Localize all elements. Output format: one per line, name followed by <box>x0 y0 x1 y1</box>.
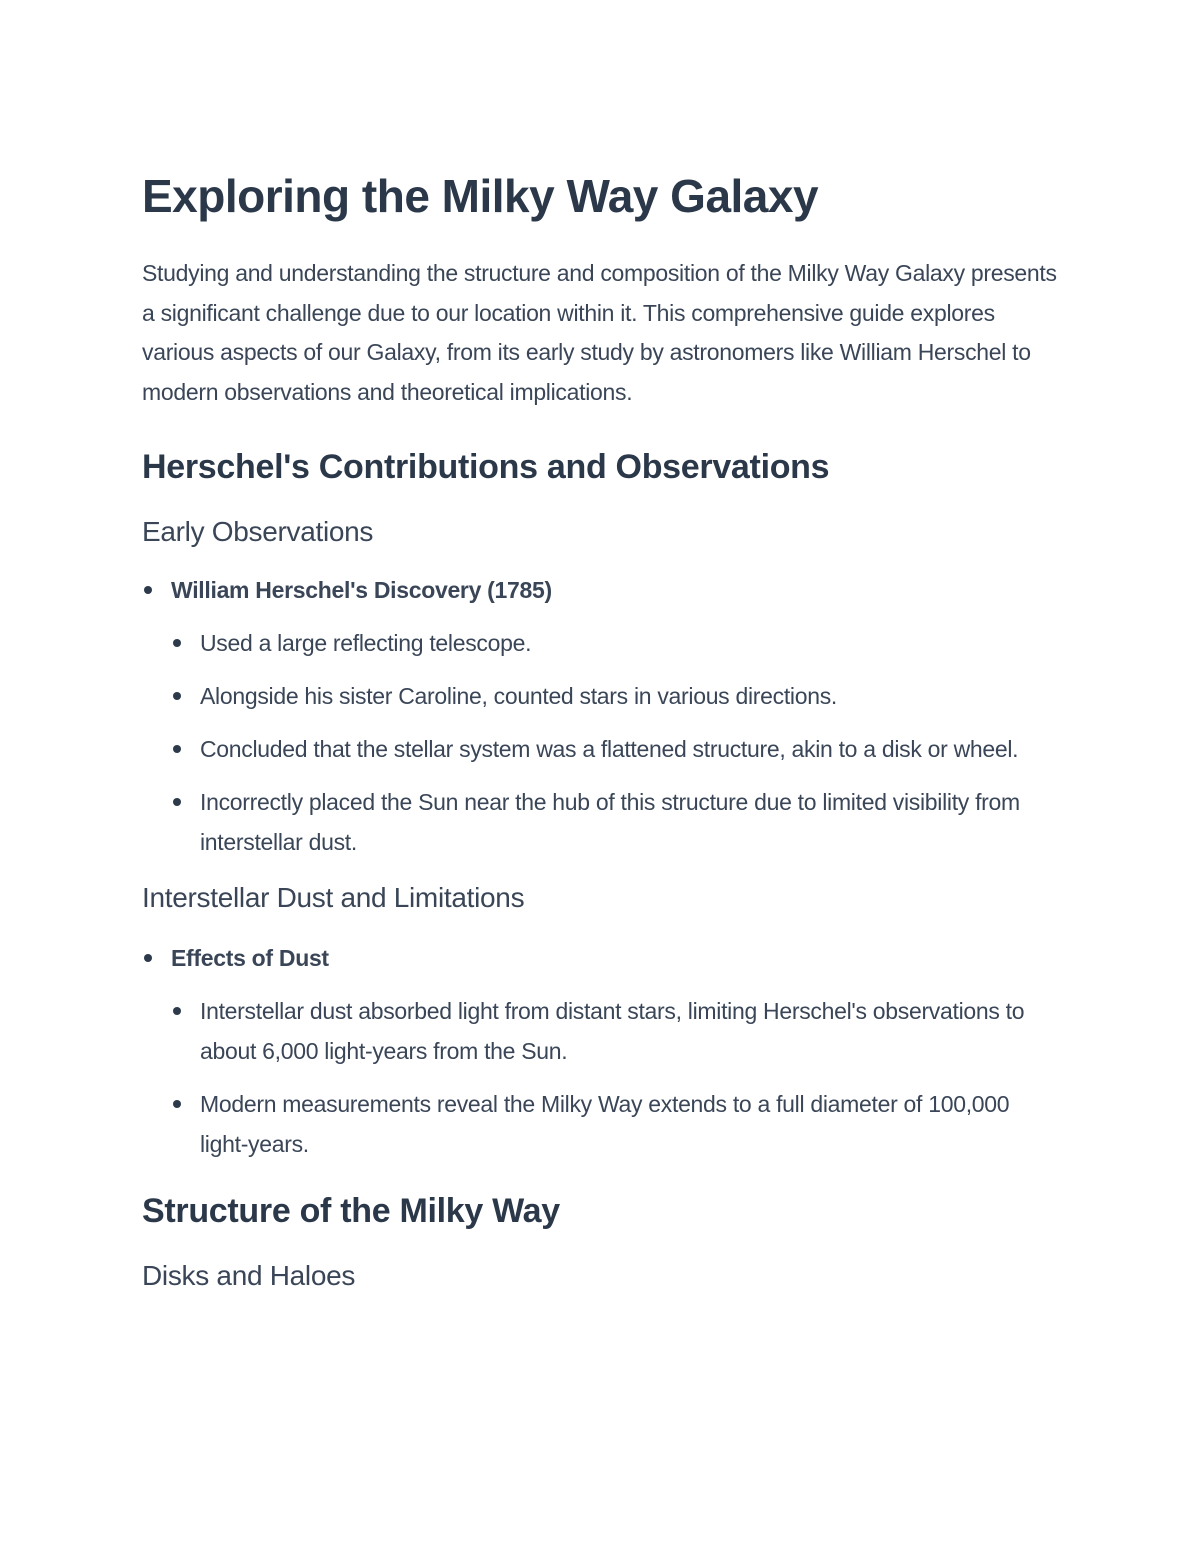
list-point: Concluded that the stellar system was a flattened structure, akin to a disk or wheel. <box>200 736 1019 762</box>
list-point: Interstellar dust absorbed light from distant stars, limiting Herschel's observations to about 6,000 light-years from the Sun. <box>200 998 1025 1064</box>
list-item <box>142 570 1062 610</box>
subsection-heading-early-observations: Early Observations <box>142 516 374 547</box>
list-item <box>142 782 1062 862</box>
bullet-icon <box>144 954 152 962</box>
subsection-heading-interstellar-dust: Interstellar Dust and Limitations <box>142 882 525 913</box>
section-heading-structure: Structure of the Milky Way <box>142 1192 560 1230</box>
list-topic: Effects of Dust <box>171 945 329 971</box>
list-item <box>142 1084 1062 1164</box>
page-title: Exploring the Milky Way Galaxy <box>142 170 819 222</box>
list-item <box>142 623 1062 663</box>
list-item <box>142 938 1062 978</box>
bullet-icon <box>173 1007 181 1015</box>
list-item <box>142 991 1062 1071</box>
intro-paragraph: Studying and understanding the structure and composition of the Milky Way Galaxy presents a significant challenge due to our location within it. This comprehensive guide explores various aspects of our Galaxy, from its early study by astronomers like William Herschel to modern observations and theoretical implications. <box>142 260 1057 405</box>
list-point: Modern measurements reveal the Milky Way extends to a full diameter of 100,000 light-years. <box>200 1091 1010 1157</box>
list-point: Alongside his sister Caroline, counted stars in various directions. <box>200 683 837 709</box>
bullet-icon <box>144 586 152 594</box>
list-point: Used a large reflecting telescope. <box>200 630 532 656</box>
section-heading-herschel: Herschel's Contributions and Observations <box>142 448 830 486</box>
bullet-icon <box>173 1100 181 1108</box>
early-observations-list <box>142 570 1062 862</box>
list-item <box>142 729 1062 769</box>
bullet-icon <box>173 745 181 753</box>
list-item <box>142 676 1062 716</box>
document-page <box>142 168 1062 1294</box>
bullet-icon <box>173 798 181 806</box>
subsection-heading-disks-haloes: Disks and Haloes <box>142 1260 356 1291</box>
bullet-icon <box>173 692 181 700</box>
list-topic: William Herschel's Discovery (1785) <box>171 577 552 603</box>
interstellar-dust-list <box>142 938 1062 1164</box>
bullet-icon <box>173 639 181 647</box>
list-point: Incorrectly placed the Sun near the hub of this structure due to limited visibility from interstellar dust. <box>200 789 1020 855</box>
